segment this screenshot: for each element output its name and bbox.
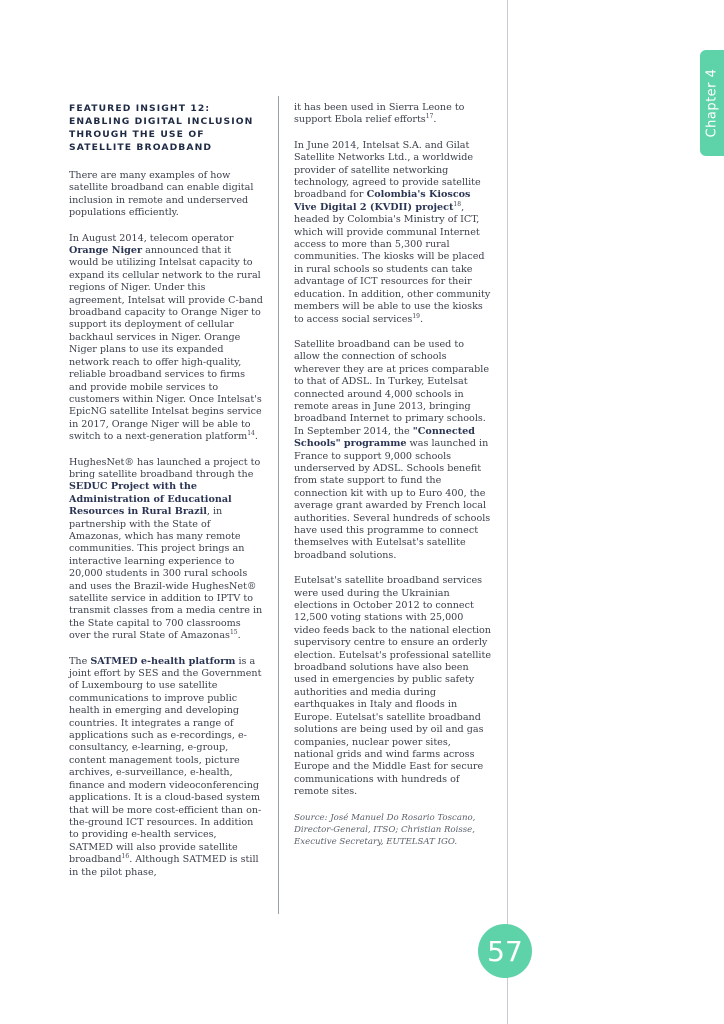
insight-title: FEATURED INSIGHT 12: ENABLING DIGITAL INCLUSION THROUGH THE USE OF SATELLITE BROADBAND [69,103,254,153]
footnote-ref: 17 [425,113,434,121]
footnote-ref: 19 [412,312,420,320]
paragraph-hughesnet: HughesNet® has launched a project to bring satellite broadband through the SEDUC Project with the Administration of Educational Resources in Rural Brazil, in partnership with the State of Amazonas, which has many remote communities. This project brings an interactive learning experience to 20,000 students in 300 rural schools and uses the Brazil-wide HughesNet® satellite service in addition to IPTV to transmit classes from a media centre in the State capital to 700 classrooms over the rural State of Amazonas$^{15}$. [69,456,263,642]
paragraph-ukraine: Eutelsat's satellite broadband services were used during the Ukrainian elections in October 2012 to connect 12,500 voting stations with 25,000 video feeds back to the national election supervisory centre to ensure an orderly election. Eutelsat's professional satellite broadband solutions have also been used in emergencies by public safety authorities and media during earthquakes in Italy and floods in Europe. Eutelsat's satellite broadband solutions are being used by oil and gas companies, nuclear power sites, national grids and wind farms across Europe and the Middle East for secure communications with hundreds of remote sites. [294,575,492,798]
highlight-orange-niger: Orange Niger [69,245,143,257]
page-edge-rule [507,0,508,1024]
paragraph-colombia: In June 2014, Intelsat S.A. and Gilat Satellite Networks Ltd., a worldwide provider of satellite networking technology, agreed to provide satellite broadband for Colombia's Kioscos Vive Digital 2 (KVDII) project$^{18}$, headed by Colombia's Ministry of ICT, which will provide communal Internet access to more than 5,300 rural communities. The kiosks will be placed in rural schools so students can take advantage of ICT resources for their education. In addition, other community members will be able to use the kiosks to access social services$^{19}$. [294,139,491,325]
right-column [294,102,492,861]
highlight-seduc-project: SEDUC Project with the Administration of Educational Resources in Rural Brazil [69,481,232,518]
footnote-ref: 14 [247,429,255,437]
chapter-tab [700,50,724,156]
paragraph-intro: There are many examples of how satellite broadband can enable digital inclusion in remote and underserved populations efficiently. [69,170,254,219]
paragraph-connected-schools: Satellite broadband can be used to allow the connection of schools wherever they are at prices comparable to that of ADSL. In Turkey, Eutelsat connected around 4,000 schools in remote areas in June 2013, bringing broadband Internet to primary schools. In September 2014, the "Connected Schools" programme was launched in France to support 9,000 schools underserved by ADSL. Schools benefit from state support to fund the connection kit with up to Euro 400, the average grant awarded by French local authorities. Several hundreds of schools have used this programme to connect themselves with Eutelsat's satellite broadband solutions. [294,338,491,561]
column-divider [278,96,279,914]
page-number: 57 [478,924,532,978]
chapter-label: Chapter 4 [704,68,720,138]
paragraph-sierra-leone: it has been used in Sierra Leone to support Ebola relief efforts$^{17}$. [294,102,465,126]
source-note: Source: José Manuel Do Rosario Toscano, Director-General, ITSO; Christian Roisse, Executive Secretary, EUTELSAT IGO. [294,812,476,847]
paragraph-satmed: The SATMED e-health platform is a joint effort by SES and the Government of Luxembourg to use satellite communications to improve public health in emerging and developing countries. It integrates a range of applications such as e-recordings, e-consultancy, e-learning, e-group, content management tools, picture archives, e-surveillance, e-health, finance and modern videoconferencing applications. It is a cloud-based system that will be more cost-efficient than on-the-ground ICT resources. In addition to providing e-health services, SATMED will also provide satellite broadband$^{16}$. Although SATMED is still in the pilot phase, [69,655,262,878]
footnote-ref: 18 [453,200,462,208]
footnote-ref: 15 [229,629,238,637]
paragraph-orange-niger: In August 2014, telecom operator Orange Niger announced that it would be utilizing Intelsat capacity to expand its cellular network to the rural regions of Niger. Under this agreement, Intelsat will provide C-band broadband capacity to Orange Niger to support its deployment of cellular backhaul services in Niger. Orange Niger plans to use its expanded network reach to offer high-quality, reliable broadband services to firms and provide mobile services to customers within Niger. Once Intelsat's EpicNG satellite Intelsat begins service in 2017, Orange Niger will be able to switch to a next-generation platform$^{14}$. [69,232,263,443]
highlight-satmed: SATMED e-health platform [90,655,236,667]
footnote-ref: 16 [121,852,130,860]
highlight-connected-schools: "Connected Schools" programme [294,425,475,450]
left-column [69,102,263,892]
highlight-kvdii-project: Colombia's Kioscos Vive Digital 2 (KVDII) project [294,189,471,213]
